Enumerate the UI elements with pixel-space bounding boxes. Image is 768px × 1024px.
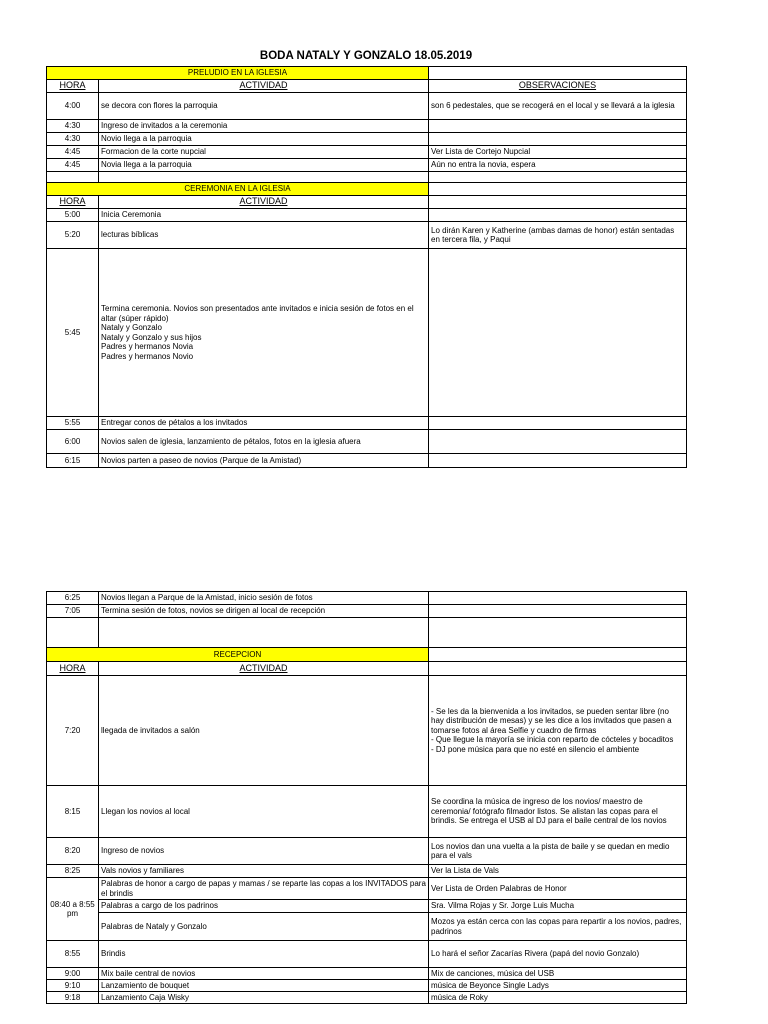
actividad-cell: Novios parten a paseo de novios (Parque de la Amistad)	[99, 454, 429, 468]
observaciones-cell: Lo dirán Karen y Katherine (ambas damas de honor) están sentadas en tercera fila, y Paqui	[429, 222, 687, 249]
hora-cell: 4:30	[47, 120, 99, 133]
table-row	[47, 120, 687, 133]
hora-cell: 5:45	[47, 249, 99, 417]
actividad-cell: Vals novios y familiares	[99, 865, 429, 878]
column-header-actividad: ACTIVIDAD	[99, 662, 429, 676]
column-header-hora: HORA	[47, 196, 99, 209]
observaciones-cell: Mix de canciones, música del USB	[429, 968, 687, 980]
actividad-cell: Ingreso de novios	[99, 838, 429, 865]
observaciones-cell: Ver Lista de Orden Palabras de Honor	[429, 878, 687, 900]
actividad-cell: Llegan los novios al local	[99, 786, 429, 838]
observaciones-cell: son 6 pedestales, que se recogerá en el local y se llevará a la iglesia	[429, 93, 687, 120]
table-row	[47, 93, 687, 120]
observaciones-cell	[429, 249, 687, 417]
actividad-cell: Lanzamiento de bouquet	[99, 980, 429, 992]
hora-cell: 6:00	[47, 430, 99, 454]
hora-cell: 6:25	[47, 592, 99, 605]
table-row	[47, 417, 687, 430]
actividad-cell: Inicia Ceremonia	[99, 209, 429, 222]
hora-cell: 9:10	[47, 980, 99, 992]
observaciones-cell	[429, 417, 687, 430]
document-title: BODA NATALY Y GONZALO 18.05.2019	[259, 50, 473, 62]
column-header-observaciones: OBSERVACIONES	[429, 80, 687, 93]
actividad-cell: Termina sesión de fotos, novios se dirigen al local de recepción	[99, 605, 429, 618]
section-header-recepcion: RECEPCION	[47, 648, 429, 662]
actividad-cell: Novios llegan a Parque de la Amistad, inicio sesión de fotos	[99, 592, 429, 605]
observaciones-cell: música de Roky	[429, 992, 687, 1004]
actividad-cell: Ingreso de invitados a la ceremonia	[99, 120, 429, 133]
table-row	[47, 913, 687, 941]
table-row	[47, 146, 687, 159]
table-row	[47, 249, 687, 417]
hora-cell: 8:20	[47, 838, 99, 865]
table-row	[47, 676, 687, 786]
hora-cell: 5:00	[47, 209, 99, 222]
actividad-cell: Entregar conos de pétalos a los invitados	[99, 417, 429, 430]
observaciones-cell: Ver la Lista de Vals	[429, 865, 687, 878]
actividad-cell: Novia llega a la parroquia	[99, 159, 429, 172]
table-row	[47, 133, 687, 146]
table-row	[47, 605, 687, 618]
actividad-cell: Palabras de honor a cargo de papas y mamas / se reparte las copas a los INVITADOS para el brindis	[99, 878, 429, 900]
actividad-cell: Brindis	[99, 941, 429, 968]
column-header-hora: HORA	[47, 80, 99, 93]
observaciones-cell	[429, 133, 687, 146]
empty-row	[47, 172, 687, 183]
empty-row	[47, 618, 687, 648]
table-row	[47, 430, 687, 454]
actividad-cell: Termina ceremonia. Novios son presentados ante invitados e inicia sesión de fotos en el altar (súper rápido) Nataly y Gonzalo Nataly y Gonzalo y sus hijos Padres y hermanos Novia Padres y hermanos Novio	[99, 249, 429, 417]
hora-cell: 8:25	[47, 865, 99, 878]
hora-cell: 9:18	[47, 992, 99, 1004]
observaciones-cell: - Se les da la bienvenida a los invitados, se pueden sentar libre (no hay distribución de mesas) y se les dice a los invitados que pasen a tomarse fotos al área Selfie y cuadro de firmas - Que llegue la mayoría se inicia con reparto de cócteles y bocaditos - DJ pone música para que no esté en silencio el ambiente	[429, 676, 687, 786]
actividad-cell: se decora con flores la parroquia	[99, 93, 429, 120]
section-header-preludio: PRELUDIO EN LA IGLESIA	[47, 67, 429, 80]
observaciones-cell: Se coordina la música de ingreso de los novios/ maestro de ceremonia/ fotógrafo filmador listos. Se alistan las copas para el brindis. Se entrega el USB al DJ para el baile central de los novios	[429, 786, 687, 838]
observaciones-cell: Los novios dan una vuelta a la pista de baile y se quedan en medio para el vals	[429, 838, 687, 865]
observaciones-cell	[429, 592, 687, 605]
observaciones-cell: Aún no entra la novia, espera	[429, 159, 687, 172]
table-row	[47, 786, 687, 838]
table-row	[47, 968, 687, 980]
actividad-cell: llegada de invitados a salón	[99, 676, 429, 786]
observaciones-cell	[429, 430, 687, 454]
column-header-actividad: ACTIVIDAD	[99, 196, 429, 209]
hora-cell: 5:20	[47, 222, 99, 249]
table-row	[47, 865, 687, 878]
table-row	[47, 941, 687, 968]
hora-cell: 9:00	[47, 968, 99, 980]
actividad-cell: Novios salen de iglesia, lanzamiento de pétalos, fotos en la iglesia afuera	[99, 430, 429, 454]
observaciones-cell	[429, 605, 687, 618]
table-row	[47, 992, 687, 1004]
actividad-cell: Mix baile central de novios	[99, 968, 429, 980]
hora-cell: 7:20	[47, 676, 99, 786]
hora-cell: 6:15	[47, 454, 99, 468]
hora-cell: 4:30	[47, 133, 99, 146]
hora-cell: 8:55	[47, 941, 99, 968]
hora-cell: 4:00	[47, 93, 99, 120]
observaciones-cell: Lo hará el señor Zacarías Rivera (papá del novio Gonzalo)	[429, 941, 687, 968]
table-row	[47, 838, 687, 865]
hora-cell: 4:45	[47, 146, 99, 159]
observaciones-cell	[429, 209, 687, 222]
observaciones-cell: Mozos ya están cerca con las copas para repartir a los novios, padres, padrinos	[429, 913, 687, 941]
actividad-cell: lecturas bíblicas	[99, 222, 429, 249]
hora-cell: 5:55	[47, 417, 99, 430]
hora-cell: 4:45	[47, 159, 99, 172]
column-header-actividad: ACTIVIDAD	[99, 80, 429, 93]
table-row	[47, 159, 687, 172]
schedule-table-page-2	[46, 591, 687, 1004]
actividad-cell: Formacion de la corte nupcial	[99, 146, 429, 159]
actividad-cell: Palabras a cargo de los padrinos	[99, 900, 429, 913]
table-row	[47, 454, 687, 468]
observaciones-cell: música de Beyonce Single Ladys	[429, 980, 687, 992]
column-header-hora: HORA	[47, 662, 99, 676]
table-row	[47, 222, 687, 249]
table-row	[47, 980, 687, 992]
table-row	[47, 878, 687, 900]
section-header-ceremonia: CEREMONIA EN LA IGLESIA	[47, 183, 429, 196]
table-row	[47, 900, 687, 913]
actividad-cell: Lanzamiento Caja Wisky	[99, 992, 429, 1004]
hora-cell: 8:15	[47, 786, 99, 838]
observaciones-cell	[429, 120, 687, 133]
observaciones-cell: Ver Lista de Cortejo Nupcial	[429, 146, 687, 159]
table-row	[47, 592, 687, 605]
observaciones-cell	[429, 454, 687, 468]
hora-cell: 7:05	[47, 605, 99, 618]
hora-cell: 08:40 a 8:55 pm	[47, 878, 99, 941]
observaciones-cell: Sra. Vilma Rojas y Sr. Jorge Luis Mucha	[429, 900, 687, 913]
table-row	[47, 209, 687, 222]
actividad-cell: Novio llega a la parroquia	[99, 133, 429, 146]
schedule-table-page-1	[46, 66, 687, 468]
actividad-cell: Palabras de Nataly y Gonzalo	[99, 913, 429, 941]
